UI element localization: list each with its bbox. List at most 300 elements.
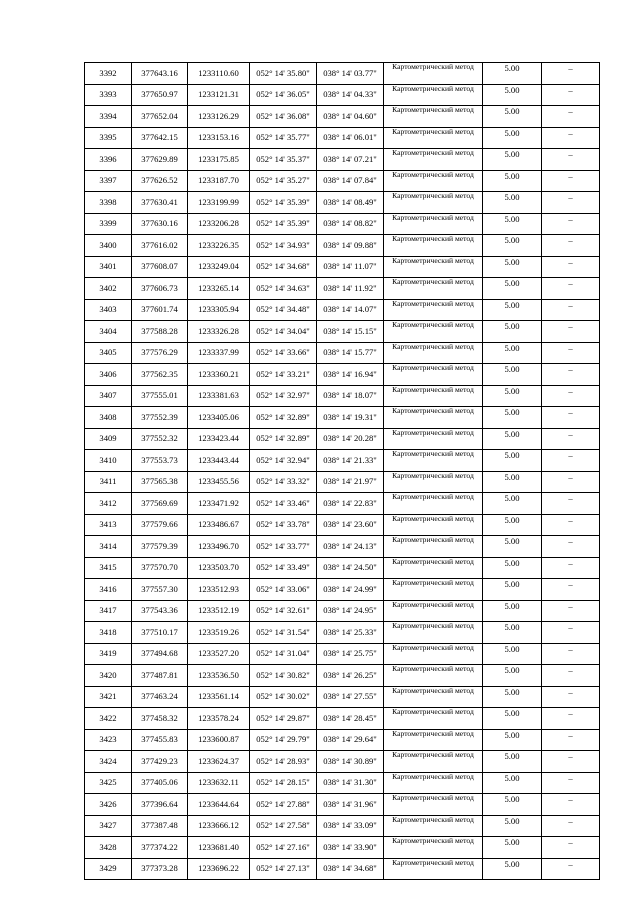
y-coordinate-cell: 1233121.31 xyxy=(188,84,250,106)
accuracy-cell: 5.00 xyxy=(483,514,542,536)
x-coordinate-cell: 377652.04 xyxy=(132,106,188,128)
note-cell: – xyxy=(542,514,600,536)
note-cell: – xyxy=(542,235,600,257)
accuracy-cell: 5.00 xyxy=(483,407,542,429)
table-row xyxy=(85,729,600,751)
longitude-cell: 038° 14' 22.83" xyxy=(317,493,384,515)
note-cell: – xyxy=(542,407,600,429)
longitude-cell: 038° 14' 33.90" xyxy=(317,837,384,859)
latitude-cell: 052° 14' 27.13" xyxy=(250,858,317,880)
table-row xyxy=(85,84,600,106)
point-number-cell: 3422 xyxy=(85,708,132,730)
table-row xyxy=(85,342,600,364)
note-cell: – xyxy=(542,622,600,644)
x-coordinate-cell: 377455.83 xyxy=(132,729,188,751)
point-number-cell: 3425 xyxy=(85,772,132,794)
latitude-cell: 052° 14' 27.58" xyxy=(250,815,317,837)
x-coordinate-cell: 377576.29 xyxy=(132,342,188,364)
x-coordinate-cell: 377487.81 xyxy=(132,665,188,687)
accuracy-cell: 5.00 xyxy=(483,751,542,773)
y-coordinate-cell: 1233153.16 xyxy=(188,127,250,149)
x-coordinate-cell: 377601.74 xyxy=(132,299,188,321)
y-coordinate-cell: 1233381.63 xyxy=(188,385,250,407)
latitude-cell: 052° 14' 34.04" xyxy=(250,321,317,343)
longitude-cell: 038° 14' 31.30" xyxy=(317,772,384,794)
method-cell: Картометрический метод xyxy=(384,84,483,106)
longitude-cell: 038° 14' 23.60" xyxy=(317,514,384,536)
point-number-cell: 3397 xyxy=(85,170,132,192)
longitude-cell: 038° 14' 25.75" xyxy=(317,643,384,665)
x-coordinate-cell: 377374.22 xyxy=(132,837,188,859)
latitude-cell: 052° 14' 34.68" xyxy=(250,256,317,278)
method-cell: Картометрический метод xyxy=(384,708,483,730)
x-coordinate-cell: 377643.16 xyxy=(132,63,188,85)
accuracy-cell: 5.00 xyxy=(483,643,542,665)
point-number-cell: 3405 xyxy=(85,342,132,364)
latitude-cell: 052° 14' 32.89" xyxy=(250,407,317,429)
accuracy-cell: 5.00 xyxy=(483,385,542,407)
table-row xyxy=(85,858,600,880)
longitude-cell: 038° 14' 24.99" xyxy=(317,579,384,601)
y-coordinate-cell: 1233512.19 xyxy=(188,600,250,622)
latitude-cell: 052° 14' 31.04" xyxy=(250,643,317,665)
note-cell: – xyxy=(542,84,600,106)
note-cell: – xyxy=(542,772,600,794)
y-coordinate-cell: 1233632.11 xyxy=(188,772,250,794)
table-row xyxy=(85,256,600,278)
latitude-cell: 052° 14' 32.89" xyxy=(250,428,317,450)
y-coordinate-cell: 1233206.28 xyxy=(188,213,250,235)
x-coordinate-cell: 377494.68 xyxy=(132,643,188,665)
method-cell: Картометрический метод xyxy=(384,600,483,622)
accuracy-cell: 5.00 xyxy=(483,149,542,171)
accuracy-cell: 5.00 xyxy=(483,686,542,708)
table-row xyxy=(85,751,600,773)
table-row xyxy=(85,493,600,515)
latitude-cell: 052° 14' 35.80" xyxy=(250,63,317,85)
table-row xyxy=(85,149,600,171)
y-coordinate-cell: 1233326.28 xyxy=(188,321,250,343)
x-coordinate-cell: 377565.38 xyxy=(132,471,188,493)
note-cell: – xyxy=(542,385,600,407)
y-coordinate-cell: 1233337.99 xyxy=(188,342,250,364)
method-cell: Картометрический метод xyxy=(384,665,483,687)
longitude-cell: 038° 14' 20.28" xyxy=(317,428,384,450)
accuracy-cell: 5.00 xyxy=(483,557,542,579)
note-cell: – xyxy=(542,321,600,343)
longitude-cell: 038° 14' 26.25" xyxy=(317,665,384,687)
method-cell: Картометрический метод xyxy=(384,536,483,558)
latitude-cell: 052° 14' 29.79" xyxy=(250,729,317,751)
note-cell: – xyxy=(542,729,600,751)
longitude-cell: 038° 14' 24.13" xyxy=(317,536,384,558)
point-number-cell: 3426 xyxy=(85,794,132,816)
longitude-cell: 038° 14' 15.15" xyxy=(317,321,384,343)
x-coordinate-cell: 377616.02 xyxy=(132,235,188,257)
accuracy-cell: 5.00 xyxy=(483,708,542,730)
table-row xyxy=(85,708,600,730)
latitude-cell: 052° 14' 32.61" xyxy=(250,600,317,622)
accuracy-cell: 5.00 xyxy=(483,772,542,794)
note-cell: – xyxy=(542,127,600,149)
accuracy-cell: 5.00 xyxy=(483,213,542,235)
latitude-cell: 052° 14' 33.49" xyxy=(250,557,317,579)
method-cell: Картометрический метод xyxy=(384,106,483,128)
y-coordinate-cell: 1233110.60 xyxy=(188,63,250,85)
longitude-cell: 038° 14' 21.33" xyxy=(317,450,384,472)
note-cell: – xyxy=(542,299,600,321)
accuracy-cell: 5.00 xyxy=(483,84,542,106)
table-row xyxy=(85,536,600,558)
longitude-cell: 038° 14' 21.97" xyxy=(317,471,384,493)
y-coordinate-cell: 1233624.37 xyxy=(188,751,250,773)
coordinates-table xyxy=(84,62,600,880)
note-cell: – xyxy=(542,493,600,515)
latitude-cell: 052° 14' 34.48" xyxy=(250,299,317,321)
latitude-cell: 052° 14' 36.08" xyxy=(250,106,317,128)
accuracy-cell: 5.00 xyxy=(483,170,542,192)
method-cell: Картометрический метод xyxy=(384,127,483,149)
table-row xyxy=(85,837,600,859)
accuracy-cell: 5.00 xyxy=(483,471,542,493)
accuracy-cell: 5.00 xyxy=(483,622,542,644)
point-number-cell: 3427 xyxy=(85,815,132,837)
point-number-cell: 3415 xyxy=(85,557,132,579)
point-number-cell: 3396 xyxy=(85,149,132,171)
method-cell: Картометрический метод xyxy=(384,815,483,837)
table-row xyxy=(85,385,600,407)
note-cell: – xyxy=(542,170,600,192)
method-cell: Картометрический метод xyxy=(384,557,483,579)
y-coordinate-cell: 1233644.64 xyxy=(188,794,250,816)
x-coordinate-cell: 377626.52 xyxy=(132,170,188,192)
latitude-cell: 052° 14' 36.05" xyxy=(250,84,317,106)
accuracy-cell: 5.00 xyxy=(483,858,542,880)
y-coordinate-cell: 1233199.99 xyxy=(188,192,250,214)
x-coordinate-cell: 377458.32 xyxy=(132,708,188,730)
x-coordinate-cell: 377630.41 xyxy=(132,192,188,214)
latitude-cell: 052° 14' 32.94" xyxy=(250,450,317,472)
accuracy-cell: 5.00 xyxy=(483,493,542,515)
x-coordinate-cell: 377650.97 xyxy=(132,84,188,106)
accuracy-cell: 5.00 xyxy=(483,127,542,149)
longitude-cell: 038° 14' 06.01" xyxy=(317,127,384,149)
y-coordinate-cell: 1233471.92 xyxy=(188,493,250,515)
y-coordinate-cell: 1233681.40 xyxy=(188,837,250,859)
method-cell: Картометрический метод xyxy=(384,256,483,278)
method-cell: Картометрический метод xyxy=(384,385,483,407)
y-coordinate-cell: 1233486.67 xyxy=(188,514,250,536)
longitude-cell: 038° 14' 30.89" xyxy=(317,751,384,773)
point-number-cell: 3429 xyxy=(85,858,132,880)
y-coordinate-cell: 1233519.26 xyxy=(188,622,250,644)
method-cell: Картометрический метод xyxy=(384,170,483,192)
latitude-cell: 052° 14' 34.63" xyxy=(250,278,317,300)
accuracy-cell: 5.00 xyxy=(483,837,542,859)
y-coordinate-cell: 1233265.14 xyxy=(188,278,250,300)
y-coordinate-cell: 1233527.20 xyxy=(188,643,250,665)
method-cell: Картометрический метод xyxy=(384,407,483,429)
accuracy-cell: 5.00 xyxy=(483,536,542,558)
latitude-cell: 052° 14' 35.39" xyxy=(250,213,317,235)
point-number-cell: 3394 xyxy=(85,106,132,128)
table-row xyxy=(85,815,600,837)
longitude-cell: 038° 14' 24.50" xyxy=(317,557,384,579)
note-cell: – xyxy=(542,364,600,386)
y-coordinate-cell: 1233305.94 xyxy=(188,299,250,321)
note-cell: – xyxy=(542,837,600,859)
table-row xyxy=(85,278,600,300)
method-cell: Картометрический метод xyxy=(384,579,483,601)
latitude-cell: 052° 14' 28.15" xyxy=(250,772,317,794)
latitude-cell: 052° 14' 33.46" xyxy=(250,493,317,515)
accuracy-cell: 5.00 xyxy=(483,321,542,343)
x-coordinate-cell: 377579.66 xyxy=(132,514,188,536)
point-number-cell: 3402 xyxy=(85,278,132,300)
longitude-cell: 038° 14' 29.64" xyxy=(317,729,384,751)
point-number-cell: 3393 xyxy=(85,84,132,106)
x-coordinate-cell: 377387.48 xyxy=(132,815,188,837)
accuracy-cell: 5.00 xyxy=(483,364,542,386)
point-number-cell: 3421 xyxy=(85,686,132,708)
method-cell: Картометрический метод xyxy=(384,192,483,214)
note-cell: – xyxy=(542,686,600,708)
y-coordinate-cell: 1233496.70 xyxy=(188,536,250,558)
latitude-cell: 052° 14' 30.02" xyxy=(250,686,317,708)
note-cell: – xyxy=(542,471,600,493)
x-coordinate-cell: 377608.07 xyxy=(132,256,188,278)
y-coordinate-cell: 1233536.50 xyxy=(188,665,250,687)
x-coordinate-cell: 377570.70 xyxy=(132,557,188,579)
latitude-cell: 052° 14' 33.06" xyxy=(250,579,317,601)
point-number-cell: 3411 xyxy=(85,471,132,493)
table-row xyxy=(85,364,600,386)
method-cell: Картометрический метод xyxy=(384,772,483,794)
point-number-cell: 3398 xyxy=(85,192,132,214)
longitude-cell: 038° 14' 31.96" xyxy=(317,794,384,816)
point-number-cell: 3403 xyxy=(85,299,132,321)
x-coordinate-cell: 377555.01 xyxy=(132,385,188,407)
table-row xyxy=(85,557,600,579)
note-cell: – xyxy=(542,579,600,601)
accuracy-cell: 5.00 xyxy=(483,278,542,300)
x-coordinate-cell: 377510.17 xyxy=(132,622,188,644)
table-row xyxy=(85,321,600,343)
x-coordinate-cell: 377552.39 xyxy=(132,407,188,429)
y-coordinate-cell: 1233126.29 xyxy=(188,106,250,128)
point-number-cell: 3409 xyxy=(85,428,132,450)
method-cell: Картометрический метод xyxy=(384,63,483,85)
y-coordinate-cell: 1233503.70 xyxy=(188,557,250,579)
note-cell: – xyxy=(542,342,600,364)
y-coordinate-cell: 1233405.06 xyxy=(188,407,250,429)
method-cell: Картометрический метод xyxy=(384,794,483,816)
table-row xyxy=(85,600,600,622)
x-coordinate-cell: 377373.28 xyxy=(132,858,188,880)
note-cell: – xyxy=(542,600,600,622)
method-cell: Картометрический метод xyxy=(384,428,483,450)
point-number-cell: 3406 xyxy=(85,364,132,386)
table-row xyxy=(85,63,600,85)
latitude-cell: 052° 14' 29.87" xyxy=(250,708,317,730)
method-cell: Картометрический метод xyxy=(384,321,483,343)
table-row xyxy=(85,192,600,214)
y-coordinate-cell: 1233600.87 xyxy=(188,729,250,751)
x-coordinate-cell: 377569.69 xyxy=(132,493,188,515)
latitude-cell: 052° 14' 31.54" xyxy=(250,622,317,644)
latitude-cell: 052° 14' 35.37" xyxy=(250,149,317,171)
accuracy-cell: 5.00 xyxy=(483,450,542,472)
table-row xyxy=(85,106,600,128)
point-number-cell: 3401 xyxy=(85,256,132,278)
longitude-cell: 038° 14' 09.88" xyxy=(317,235,384,257)
method-cell: Картометрический метод xyxy=(384,450,483,472)
table-row xyxy=(85,170,600,192)
method-cell: Картометрический метод xyxy=(384,837,483,859)
point-number-cell: 3423 xyxy=(85,729,132,751)
y-coordinate-cell: 1233443.44 xyxy=(188,450,250,472)
table-row xyxy=(85,794,600,816)
latitude-cell: 052° 14' 35.27" xyxy=(250,170,317,192)
note-cell: – xyxy=(542,450,600,472)
y-coordinate-cell: 1233696.22 xyxy=(188,858,250,880)
note-cell: – xyxy=(542,643,600,665)
note-cell: – xyxy=(542,557,600,579)
longitude-cell: 038° 14' 07.21" xyxy=(317,149,384,171)
x-coordinate-cell: 377588.28 xyxy=(132,321,188,343)
point-number-cell: 3412 xyxy=(85,493,132,515)
longitude-cell: 038° 14' 14.07" xyxy=(317,299,384,321)
latitude-cell: 052° 14' 33.32" xyxy=(250,471,317,493)
accuracy-cell: 5.00 xyxy=(483,235,542,257)
x-coordinate-cell: 377606.73 xyxy=(132,278,188,300)
accuracy-cell: 5.00 xyxy=(483,665,542,687)
latitude-cell: 052° 14' 33.77" xyxy=(250,536,317,558)
note-cell: – xyxy=(542,213,600,235)
accuracy-cell: 5.00 xyxy=(483,600,542,622)
x-coordinate-cell: 377405.06 xyxy=(132,772,188,794)
x-coordinate-cell: 377579.39 xyxy=(132,536,188,558)
point-number-cell: 3392 xyxy=(85,63,132,85)
method-cell: Картометрический метод xyxy=(384,299,483,321)
point-number-cell: 3407 xyxy=(85,385,132,407)
point-number-cell: 3416 xyxy=(85,579,132,601)
table-row xyxy=(85,772,600,794)
y-coordinate-cell: 1233187.70 xyxy=(188,170,250,192)
latitude-cell: 052° 14' 27.88" xyxy=(250,794,317,816)
point-number-cell: 3410 xyxy=(85,450,132,472)
accuracy-cell: 5.00 xyxy=(483,256,542,278)
x-coordinate-cell: 377553.73 xyxy=(132,450,188,472)
table-row xyxy=(85,299,600,321)
note-cell: – xyxy=(542,708,600,730)
point-number-cell: 3420 xyxy=(85,665,132,687)
accuracy-cell: 5.00 xyxy=(483,579,542,601)
table-row xyxy=(85,579,600,601)
method-cell: Картометрический метод xyxy=(384,622,483,644)
accuracy-cell: 5.00 xyxy=(483,63,542,85)
latitude-cell: 052° 14' 33.21" xyxy=(250,364,317,386)
latitude-cell: 052° 14' 28.93" xyxy=(250,751,317,773)
note-cell: – xyxy=(542,751,600,773)
point-number-cell: 3418 xyxy=(85,622,132,644)
table-row xyxy=(85,428,600,450)
latitude-cell: 052° 14' 35.77" xyxy=(250,127,317,149)
x-coordinate-cell: 377396.64 xyxy=(132,794,188,816)
method-cell: Картометрический метод xyxy=(384,858,483,880)
longitude-cell: 038° 14' 34.68" xyxy=(317,858,384,880)
point-number-cell: 3395 xyxy=(85,127,132,149)
x-coordinate-cell: 377429.23 xyxy=(132,751,188,773)
longitude-cell: 038° 14' 07.84" xyxy=(317,170,384,192)
point-number-cell: 3419 xyxy=(85,643,132,665)
table-row xyxy=(85,643,600,665)
point-number-cell: 3428 xyxy=(85,837,132,859)
method-cell: Картометрический метод xyxy=(384,149,483,171)
x-coordinate-cell: 377543.36 xyxy=(132,600,188,622)
point-number-cell: 3424 xyxy=(85,751,132,773)
longitude-cell: 038° 14' 08.49" xyxy=(317,192,384,214)
x-coordinate-cell: 377629.89 xyxy=(132,149,188,171)
longitude-cell: 038° 14' 18.07" xyxy=(317,385,384,407)
table-row xyxy=(85,514,600,536)
table-row xyxy=(85,450,600,472)
latitude-cell: 052° 14' 33.66" xyxy=(250,342,317,364)
y-coordinate-cell: 1233512.93 xyxy=(188,579,250,601)
x-coordinate-cell: 377552.32 xyxy=(132,428,188,450)
method-cell: Картометрический метод xyxy=(384,235,483,257)
point-number-cell: 3417 xyxy=(85,600,132,622)
table-row xyxy=(85,235,600,257)
table-body xyxy=(85,63,600,880)
note-cell: – xyxy=(542,192,600,214)
x-coordinate-cell: 377562.35 xyxy=(132,364,188,386)
longitude-cell: 038° 14' 08.82" xyxy=(317,213,384,235)
longitude-cell: 038° 14' 04.33" xyxy=(317,84,384,106)
method-cell: Картометрический метод xyxy=(384,493,483,515)
table-row xyxy=(85,622,600,644)
longitude-cell: 038° 14' 33.09" xyxy=(317,815,384,837)
latitude-cell: 052° 14' 34.93" xyxy=(250,235,317,257)
method-cell: Картометрический метод xyxy=(384,364,483,386)
table-row xyxy=(85,127,600,149)
table-row xyxy=(85,407,600,429)
longitude-cell: 038° 14' 24.95" xyxy=(317,600,384,622)
longitude-cell: 038° 14' 04.60" xyxy=(317,106,384,128)
note-cell: – xyxy=(542,256,600,278)
latitude-cell: 052° 14' 32.97" xyxy=(250,385,317,407)
x-coordinate-cell: 377630.16 xyxy=(132,213,188,235)
method-cell: Картометрический метод xyxy=(384,278,483,300)
longitude-cell: 038° 14' 03.77" xyxy=(317,63,384,85)
y-coordinate-cell: 1233175.85 xyxy=(188,149,250,171)
x-coordinate-cell: 377557.30 xyxy=(132,579,188,601)
point-number-cell: 3404 xyxy=(85,321,132,343)
note-cell: – xyxy=(542,815,600,837)
point-number-cell: 3413 xyxy=(85,514,132,536)
method-cell: Картометрический метод xyxy=(384,471,483,493)
table-row xyxy=(85,471,600,493)
latitude-cell: 052° 14' 27.16" xyxy=(250,837,317,859)
note-cell: – xyxy=(542,794,600,816)
y-coordinate-cell: 1233578.24 xyxy=(188,708,250,730)
table-row xyxy=(85,665,600,687)
point-number-cell: 3399 xyxy=(85,213,132,235)
note-cell: – xyxy=(542,106,600,128)
longitude-cell: 038° 14' 11.07" xyxy=(317,256,384,278)
note-cell: – xyxy=(542,858,600,880)
longitude-cell: 038° 14' 19.31" xyxy=(317,407,384,429)
